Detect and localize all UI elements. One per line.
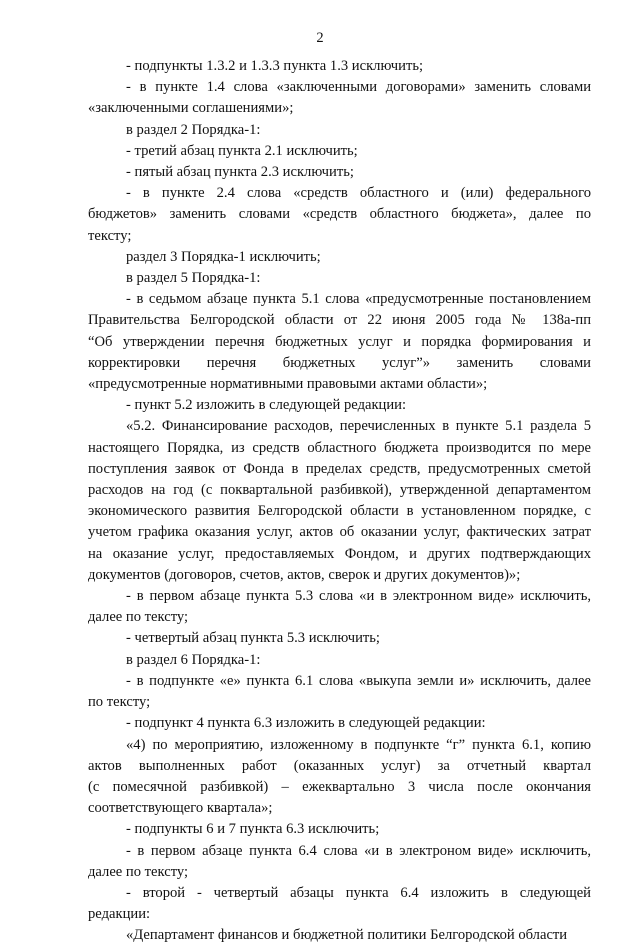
paragraph bbox=[88, 141, 591, 162]
text-line: «4) по мероприятию, изложенному в подпункте “г” пункта 6.1, копию bbox=[126, 736, 591, 753]
text-line: в раздел 6 Порядка-1: bbox=[126, 651, 261, 668]
text-line: настоящего Порядка, из средств областного бюджета производится по мере bbox=[88, 439, 591, 456]
paragraph bbox=[88, 841, 591, 883]
text-line: - в пункте 2.4 слова «средств областного и (или) федерального bbox=[126, 185, 591, 202]
text-line: - четвертый абзац пункта 5.3 исключить; bbox=[126, 630, 380, 647]
text-line: документов (договоров, счетов, актов, сверок и других документов)»; bbox=[88, 566, 521, 583]
paragraph bbox=[88, 162, 591, 183]
paragraph bbox=[88, 289, 591, 395]
text-line: по тексту; bbox=[88, 694, 151, 711]
paragraph bbox=[88, 395, 591, 416]
paragraph bbox=[88, 416, 591, 586]
text-line: редакции: bbox=[88, 906, 151, 923]
text-line: «предусмотренные нормативными правовыми актами области»; bbox=[88, 376, 488, 393]
text-line: тексту; bbox=[88, 227, 132, 244]
text-line: - в первом абзаце пункта 6.4 слова «и в электроном виде» исключить, bbox=[126, 842, 591, 859]
text-line: (с помесячной разбивкой) – ежеквартально 3 числа после окончания bbox=[88, 778, 591, 795]
text-line: далее по тексту; bbox=[88, 863, 189, 880]
paragraph bbox=[88, 713, 591, 734]
paragraph bbox=[88, 586, 591, 628]
paragraph bbox=[88, 671, 591, 713]
text-line: - второй - четвертый абзацы пункта 6.4 изложить в следующей bbox=[126, 884, 591, 901]
text-line: - в седьмом абзаце пункта 5.1 слова «предусмотренные постановлением bbox=[126, 291, 591, 308]
paragraph bbox=[88, 735, 591, 820]
paragraph bbox=[88, 183, 591, 247]
text-line: Правительства Белгородской области от 22 июня 2005 года № 138а-пп bbox=[88, 312, 591, 329]
text-line: “Об утверждении перечня бюджетных услуг и порядка формирования и bbox=[88, 333, 591, 350]
paragraph bbox=[88, 650, 591, 671]
text-line: - в подпункте «е» пункта 6.1 слова «выкупа земли и» исключить, далее bbox=[126, 672, 591, 689]
text-line: бюджетов» заменить словами «средств областного бюджета», далее по bbox=[88, 206, 591, 223]
text-line: на оказание услуг, предоставляемых Фондом, и других подтверждающих bbox=[88, 545, 591, 562]
text-line: - в первом абзаце пункта 5.3 слова «и в электронном виде» исключить, bbox=[126, 588, 591, 605]
text-line: в раздел 2 Порядка-1: bbox=[126, 121, 261, 138]
paragraph bbox=[88, 925, 591, 946]
text-line: - третий абзац пункта 2.1 исключить; bbox=[126, 142, 358, 159]
text-line: поступления заявок от Фонда в пределах средств, предусмотренных сметой bbox=[88, 460, 591, 477]
paragraph bbox=[88, 268, 591, 289]
text-line: учетом графика оказания услуг, актов об оказании услуг, фактических затрат bbox=[88, 524, 591, 541]
text-line: в раздел 5 Порядка-1: bbox=[126, 270, 261, 287]
paragraph bbox=[88, 247, 591, 268]
text-line: - подпункты 1.3.2 и 1.3.3 пункта 1.3 исключить; bbox=[126, 58, 424, 74]
text-line: - пункт 5.2 изложить в следующей редакции: bbox=[126, 397, 407, 414]
text-line: - подпункт 4 пункта 6.3 изложить в следующей редакции: bbox=[126, 715, 486, 732]
text-line: актов выполненных работ (оказанных услуг) за отчетный квартал bbox=[88, 757, 591, 774]
text-line: «Департамент финансов и бюджетной политики Белгородской области bbox=[126, 927, 568, 944]
text-line: расходов на год (с поквартальной разбивкой), утвержденной департаментом bbox=[88, 482, 591, 499]
paragraph bbox=[88, 628, 591, 649]
text-line: - подпункты 6 и 7 пункта 6.3 исключить; bbox=[126, 821, 380, 838]
text-line: соответствующего квартала»; bbox=[88, 800, 273, 817]
text-line: - в пункте 1.4 слова «заключенными договорами» заменить словами bbox=[126, 79, 591, 96]
paragraph bbox=[88, 120, 591, 141]
text-line: - пятый абзац пункта 2.3 исключить; bbox=[126, 164, 354, 181]
paragraph bbox=[88, 819, 591, 840]
document-body bbox=[88, 56, 591, 947]
text-line: раздел 3 Порядка-1 исключить; bbox=[126, 248, 321, 265]
text-line: корректировки перечня бюджетных услуг”» заменить словами bbox=[88, 354, 591, 371]
paragraph bbox=[88, 77, 591, 119]
paragraph bbox=[88, 883, 591, 925]
page-number: 2 bbox=[316, 30, 324, 46]
paragraph bbox=[88, 56, 591, 77]
text-line: «заключенными соглашениями»; bbox=[88, 100, 294, 117]
text-line: далее по тексту; bbox=[88, 609, 189, 626]
text-line: «5.2. Финансирование расходов, перечисленных в пункте 5.1 раздела 5 bbox=[126, 418, 591, 435]
text-line: экономического развития Белгородской области в установленном порядке, с bbox=[88, 503, 591, 520]
